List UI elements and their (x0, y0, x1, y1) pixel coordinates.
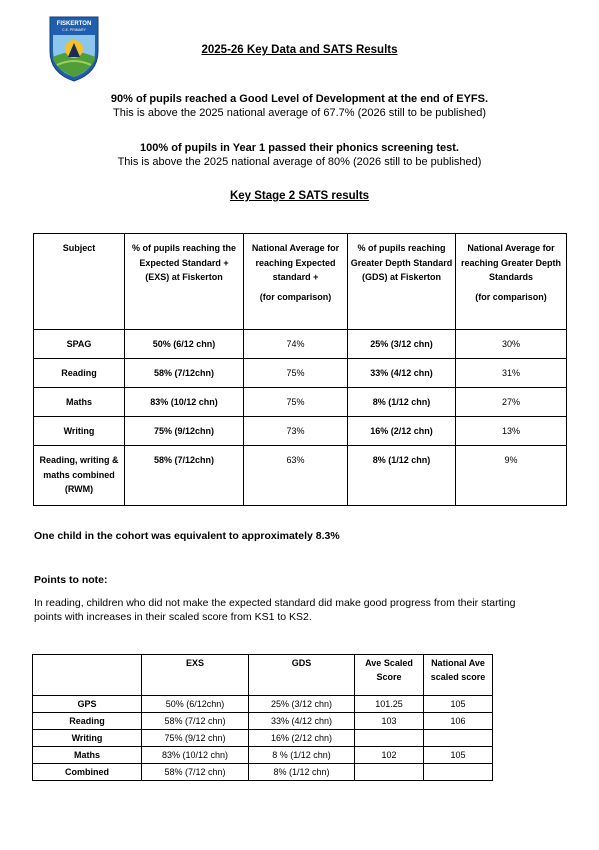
points-heading: Points to note: (34, 574, 108, 586)
ave-score-cell: 102 (355, 747, 424, 764)
subject-cell: Writing (34, 417, 125, 446)
header-blank (33, 655, 142, 696)
gds-cell: 16% (2/12 chn) (249, 730, 355, 747)
table-row (34, 388, 567, 417)
national-ave-score-cell (424, 730, 493, 747)
eyfs-detail: This is above the 2025 national average of 67.7% (2026 still to be published) (112, 107, 487, 119)
gds-cell: 8% (1/12 chn) (249, 764, 355, 781)
subject-cell: Maths (33, 747, 142, 764)
header-exs-fiskerton: % of pupils reaching the Expected Standard + (EXS) at Fiskerton (125, 234, 244, 330)
exs-cell: 50% (6/12chn) (142, 696, 249, 713)
exs-cell: 58% (7/12 chn) (142, 713, 249, 730)
national-exs-cell: 73% (244, 417, 348, 446)
exs-cell: 50% (6/12 chn) (125, 330, 244, 359)
header-national-gds-label: National Average for reaching Greater Depth Standards (460, 243, 562, 282)
eyfs-headline: 90% of pupils reached a Good Level of Development at the end of EYFS. (110, 93, 489, 105)
national-gds-cell: 27% (456, 388, 567, 417)
gds-cell: 25% (3/12 chn) (348, 330, 456, 359)
gds-cell: 8 % (1/12 chn) (249, 747, 355, 764)
subject-cell: Maths (34, 388, 125, 417)
exs-cell: 75% (9/12 chn) (142, 730, 249, 747)
table-row (34, 330, 567, 359)
ave-score-cell (355, 764, 424, 781)
ave-score-cell: 101.25 (355, 696, 424, 713)
table-row (34, 417, 567, 446)
logo-school-name: FISKERTON (56, 21, 92, 27)
header-national-ave-scaled-score: National Ave scaled score (424, 655, 493, 696)
scaled-score-table (32, 654, 493, 781)
subject-cell: SPAG (34, 330, 125, 359)
national-ave-score-cell (424, 764, 493, 781)
table-row (34, 359, 567, 388)
header-ave-scaled-score: Ave Scaled Score (355, 655, 424, 696)
exs-cell: 58% (7/12 chn) (142, 764, 249, 781)
exs-cell: 58% (7/12chn) (125, 359, 244, 388)
ks2-results-title: Key Stage 2 SATS results (229, 190, 370, 202)
header-exs: EXS (142, 655, 249, 696)
exs-cell: 83% (10/12 chn) (142, 747, 249, 764)
ave-score-cell: 103 (355, 713, 424, 730)
logo-subtitle: C.E. PRIMARY (62, 28, 86, 32)
national-exs-cell: 75% (244, 388, 348, 417)
header-subject: Subject (34, 234, 125, 330)
ave-score-cell (355, 730, 424, 747)
subject-cell: Reading (34, 359, 125, 388)
exs-cell: 58% (7/12chn) (125, 446, 244, 506)
table-row (33, 747, 493, 764)
gds-cell: 33% (4/12 chn) (249, 713, 355, 730)
ks2-results-table (33, 233, 567, 506)
national-ave-score-cell: 105 (424, 747, 493, 764)
table-row (33, 764, 493, 781)
gds-cell: 25% (3/12 chn) (249, 696, 355, 713)
subject-cell: Reading, writing & maths combined (RWM) (34, 446, 125, 506)
national-gds-cell: 31% (456, 359, 567, 388)
subject-cell: Writing (33, 730, 142, 747)
header-gds-fiskerton: % of pupils reaching Greater Depth Standard (GDS) at Fiskerton (348, 234, 456, 330)
national-exs-cell: 63% (244, 446, 348, 506)
table-row (33, 730, 493, 747)
table-row (33, 696, 493, 713)
phonics-headline: 100% of pupils in Year 1 passed their phonics screening test. (140, 142, 459, 154)
gds-cell: 33% (4/12 chn) (348, 359, 456, 388)
header-national-exs (244, 234, 348, 330)
subject-cell: Combined (33, 764, 142, 781)
national-gds-cell: 30% (456, 330, 567, 359)
table-row (33, 713, 493, 730)
document-title: 2025-26 Key Data and SATS Results (201, 44, 398, 56)
gds-cell: 8% (1/12 chn) (348, 446, 456, 506)
cohort-note: One child in the cohort was equivalent to approximately 8.3% (34, 530, 340, 542)
phonics-detail: This is above the 2025 national average of 80% (2026 still to be published) (117, 156, 482, 168)
national-gds-cell: 13% (456, 417, 567, 446)
table-row (34, 446, 567, 506)
header-national-gds (456, 234, 567, 330)
national-ave-score-cell: 106 (424, 713, 493, 730)
exs-cell: 83% (10/12 chn) (125, 388, 244, 417)
ks2-header-row (34, 234, 567, 330)
scaled-header-row (33, 655, 493, 696)
subject-cell: Reading (33, 713, 142, 730)
national-exs-cell: 74% (244, 330, 348, 359)
header-comparison-note: (for comparison) (259, 291, 332, 302)
gds-cell: 16% (2/12 chn) (348, 417, 456, 446)
phonics-section (0, 141, 599, 169)
gds-cell: 8% (1/12 chn) (348, 388, 456, 417)
header-gds: GDS (249, 655, 355, 696)
header-comparison-note: (for comparison) (475, 291, 547, 302)
eyfs-section (0, 92, 599, 120)
national-gds-cell: 9% (456, 446, 567, 506)
subject-cell: GPS (33, 696, 142, 713)
header-national-exs-label: National Average for reaching Expected standard + (251, 243, 340, 282)
national-ave-score-cell: 105 (424, 696, 493, 713)
reading-note-line-2: points with increases in their scaled score from KS1 to KS2. (34, 611, 312, 623)
national-exs-cell: 75% (244, 359, 348, 388)
exs-cell: 75% (9/12chn) (125, 417, 244, 446)
reading-note-line-1: In reading, children who did not make the expected standard did make good progress from their starting (34, 597, 516, 609)
